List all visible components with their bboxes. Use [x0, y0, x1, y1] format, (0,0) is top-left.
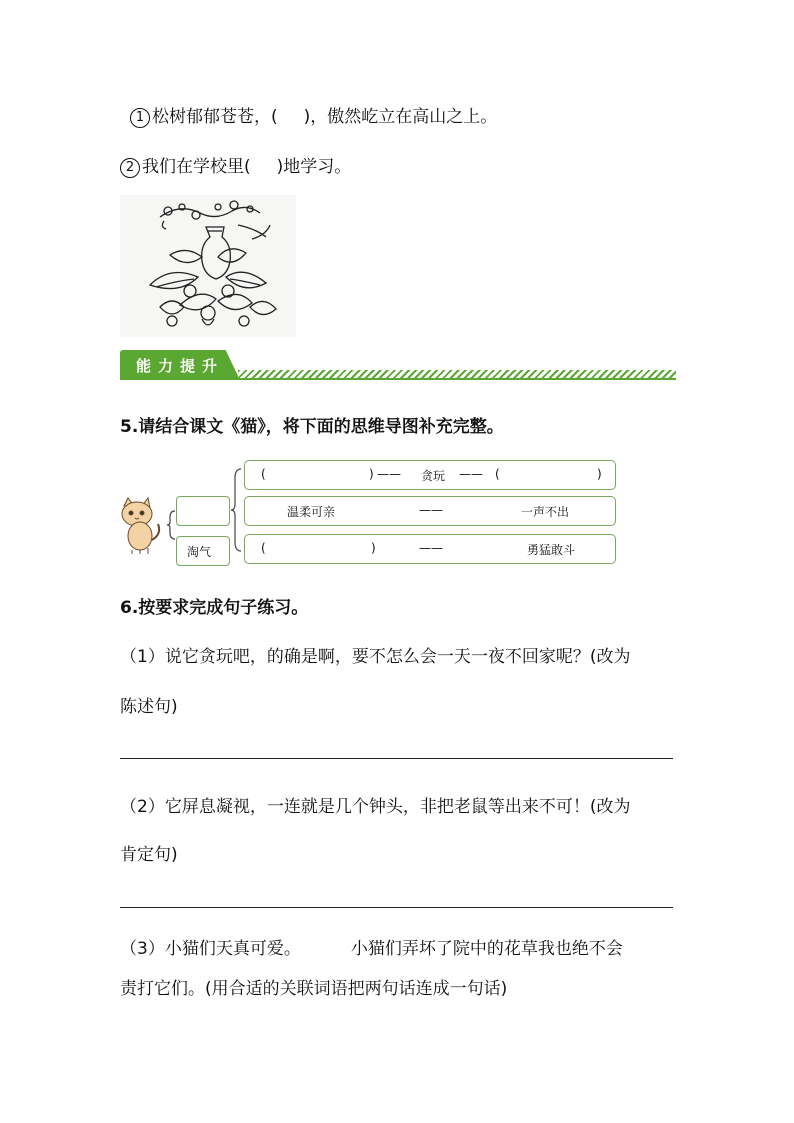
q6-item-3-line-1 [120, 934, 623, 959]
cat-illustration-icon [118, 496, 164, 556]
dash: —— [419, 541, 443, 555]
row-2-right-text: 一声不出 [521, 505, 570, 519]
mind-map-row-1 [244, 460, 616, 490]
q6-item-2-line-1 [120, 792, 630, 817]
brace-secondary [230, 468, 242, 552]
branch-box-naughty [176, 536, 230, 566]
fill-item-2 [120, 152, 351, 178]
branch-label-naughty: 淘气 [187, 545, 212, 559]
dash: —— [459, 467, 483, 481]
mind-map-row-2 [244, 496, 616, 526]
fill-item-2-before: 我们在学校里( [142, 157, 251, 177]
section-banner [120, 348, 676, 390]
mind-map-row-3 [244, 534, 616, 564]
dash: —— [377, 467, 401, 481]
bracket-close: ) [597, 467, 602, 481]
bracket-close: ) [369, 467, 374, 481]
question-6-heading: 6.按要求完成句子练习。 [120, 598, 309, 618]
fill-item-1-after: )，傲然屹立在高山之上。 [303, 107, 498, 127]
answer-line-1[interactable] [120, 758, 673, 759]
mind-map [118, 458, 618, 566]
q6-item-1-line-1 [120, 642, 630, 667]
banner-divider [120, 378, 676, 380]
row-3-right-text: 勇猛敢斗 [527, 543, 576, 557]
row-2-left-text: 温柔可亲 [287, 505, 336, 519]
item-text-part-a: 小猫们天真可爱。 [164, 939, 301, 959]
branch-box-blank[interactable] [176, 496, 230, 526]
fill-item-1-before: 松树郁郁苍苍，( [152, 107, 278, 127]
dash: —— [419, 503, 443, 517]
item-text-part-b: 小猫们弄坏了院中的花草我也绝不会 [350, 939, 623, 959]
item-text: 它屏息凝视，一连就是几个钟头，非把老鼠等出来不可！(改为 [164, 797, 631, 817]
item-number: （1） [120, 647, 165, 667]
bracket-close: ) [371, 541, 376, 555]
q6-item-1-line-2: 陈述句) [120, 697, 178, 717]
answer-line-2[interactable] [120, 907, 673, 908]
q6-item-3-line-2: 责打它们。(用合适的关联词语把两句话连成一句话) [120, 979, 508, 999]
brace-main [166, 510, 176, 540]
number-circle: 2 [120, 158, 140, 178]
number-circle: 1 [130, 108, 150, 128]
fill-item-2-after: )地学习。 [276, 157, 352, 177]
item-text: 说它贪玩吧，的确是啊，要不怎么会一天一夜不回家呢？(改为 [164, 647, 631, 667]
fill-item-1 [130, 102, 497, 128]
row-1-middle-text: 贪玩 [421, 469, 446, 483]
bracket-open: ( [261, 467, 266, 481]
q6-item-2-line-2: 肯定句) [120, 845, 178, 865]
bracket-open: ( [261, 541, 266, 555]
vase-with-flowers-sketch-icon [120, 195, 296, 337]
bracket-open: ( [495, 467, 500, 481]
item-number: （2） [120, 797, 165, 817]
banner-title: 能力提升 [136, 357, 225, 375]
item-number: （3） [120, 939, 165, 959]
question-5-heading: 5.请结合课文《猫》，将下面的思维导图补充完整。 [120, 417, 504, 437]
